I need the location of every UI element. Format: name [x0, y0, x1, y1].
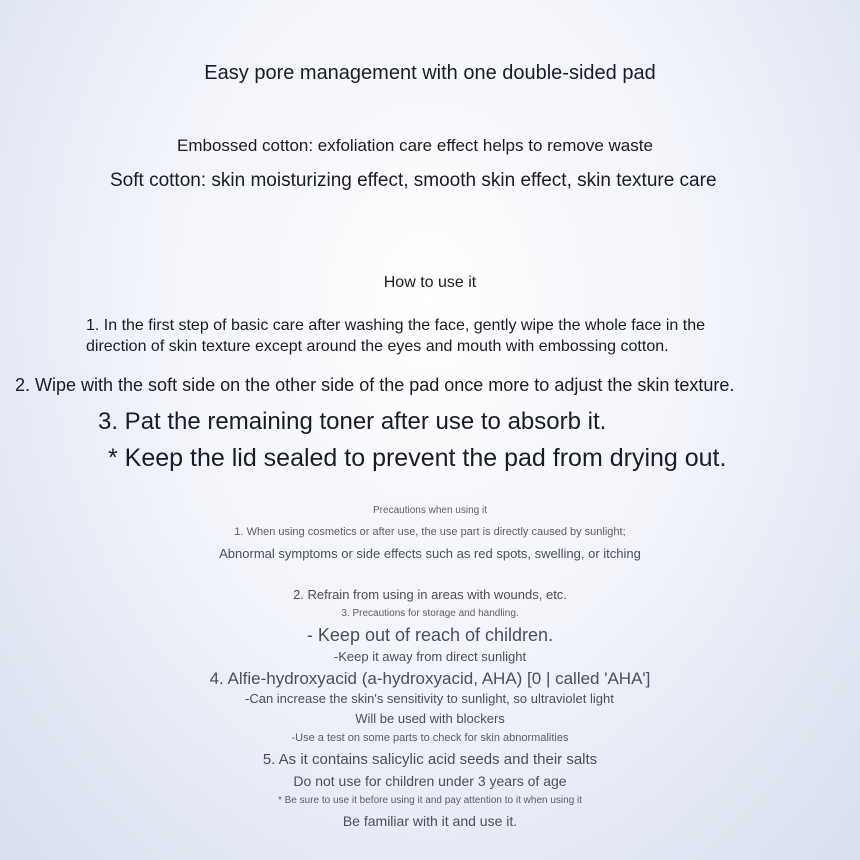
- precaution-footnote: * Be sure to use it before using it and pay attention to it when using it: [277, 795, 583, 806]
- precaution-5: 5. As it contains salicylic acid seeds and their salts: [262, 751, 598, 768]
- storage-note: * Keep the lid sealed to prevent the pad from drying out.: [108, 444, 727, 472]
- precaution-5-children: Do not use for children under 3 years of age: [293, 773, 567, 789]
- feature-soft-cotton: Soft cotton: skin moisturizing effect, smooth skin effect, skin texture care: [110, 170, 717, 191]
- precaution-4-sensitivity: -Can increase the skin's sensitivity to sunlight, so ultraviolet light: [245, 691, 614, 706]
- precaution-4: 4. Alfie-hydroxyacid (a-hydroxyacid, AHA) [0 | called 'AHA']: [209, 669, 651, 688]
- how-to-use-title: How to use it: [383, 274, 477, 291]
- precaution-3: 3. Precautions for storage and handling.: [341, 608, 519, 619]
- step-2: 2. Wipe with the soft side on the other side of the pad once more to adjust the skin texture.: [15, 375, 735, 395]
- precaution-closing: Be familiar with it and use it.: [342, 813, 518, 829]
- precaution-1-line-1: 1. When using cosmetics or after use, the use part is directly caused by sunlight;: [234, 526, 626, 538]
- precaution-4-test: -Use a test on some parts to check for skin abnormalities: [291, 732, 569, 744]
- step-1-line-2: direction of skin texture except around the eyes and mouth with embossing cotton.: [86, 338, 669, 355]
- headline: Easy pore management with one double-sided pad: [204, 62, 656, 84]
- precaution-3-children: - Keep out of reach of children.: [306, 625, 554, 645]
- precaution-2: 2. Refrain from using in areas with wounds, etc.: [293, 587, 567, 602]
- precautions-title: Precautions when using it: [373, 505, 487, 516]
- step-1-line-1: 1. In the first step of basic care after washing the face, gently wipe the whole face in the: [86, 317, 706, 334]
- feature-embossed-cotton: Embossed cotton: exfoliation care effect helps to remove waste: [177, 136, 653, 155]
- precaution-1-line-2: Abnormal symptoms or side effects such as red spots, swelling, or itching: [219, 546, 641, 561]
- step-3: 3. Pat the remaining toner after use to absorb it.: [98, 408, 607, 435]
- precaution-3-sunlight: -Keep it away from direct sunlight: [333, 649, 527, 664]
- precaution-4-blockers: Will be used with blockers: [355, 711, 505, 726]
